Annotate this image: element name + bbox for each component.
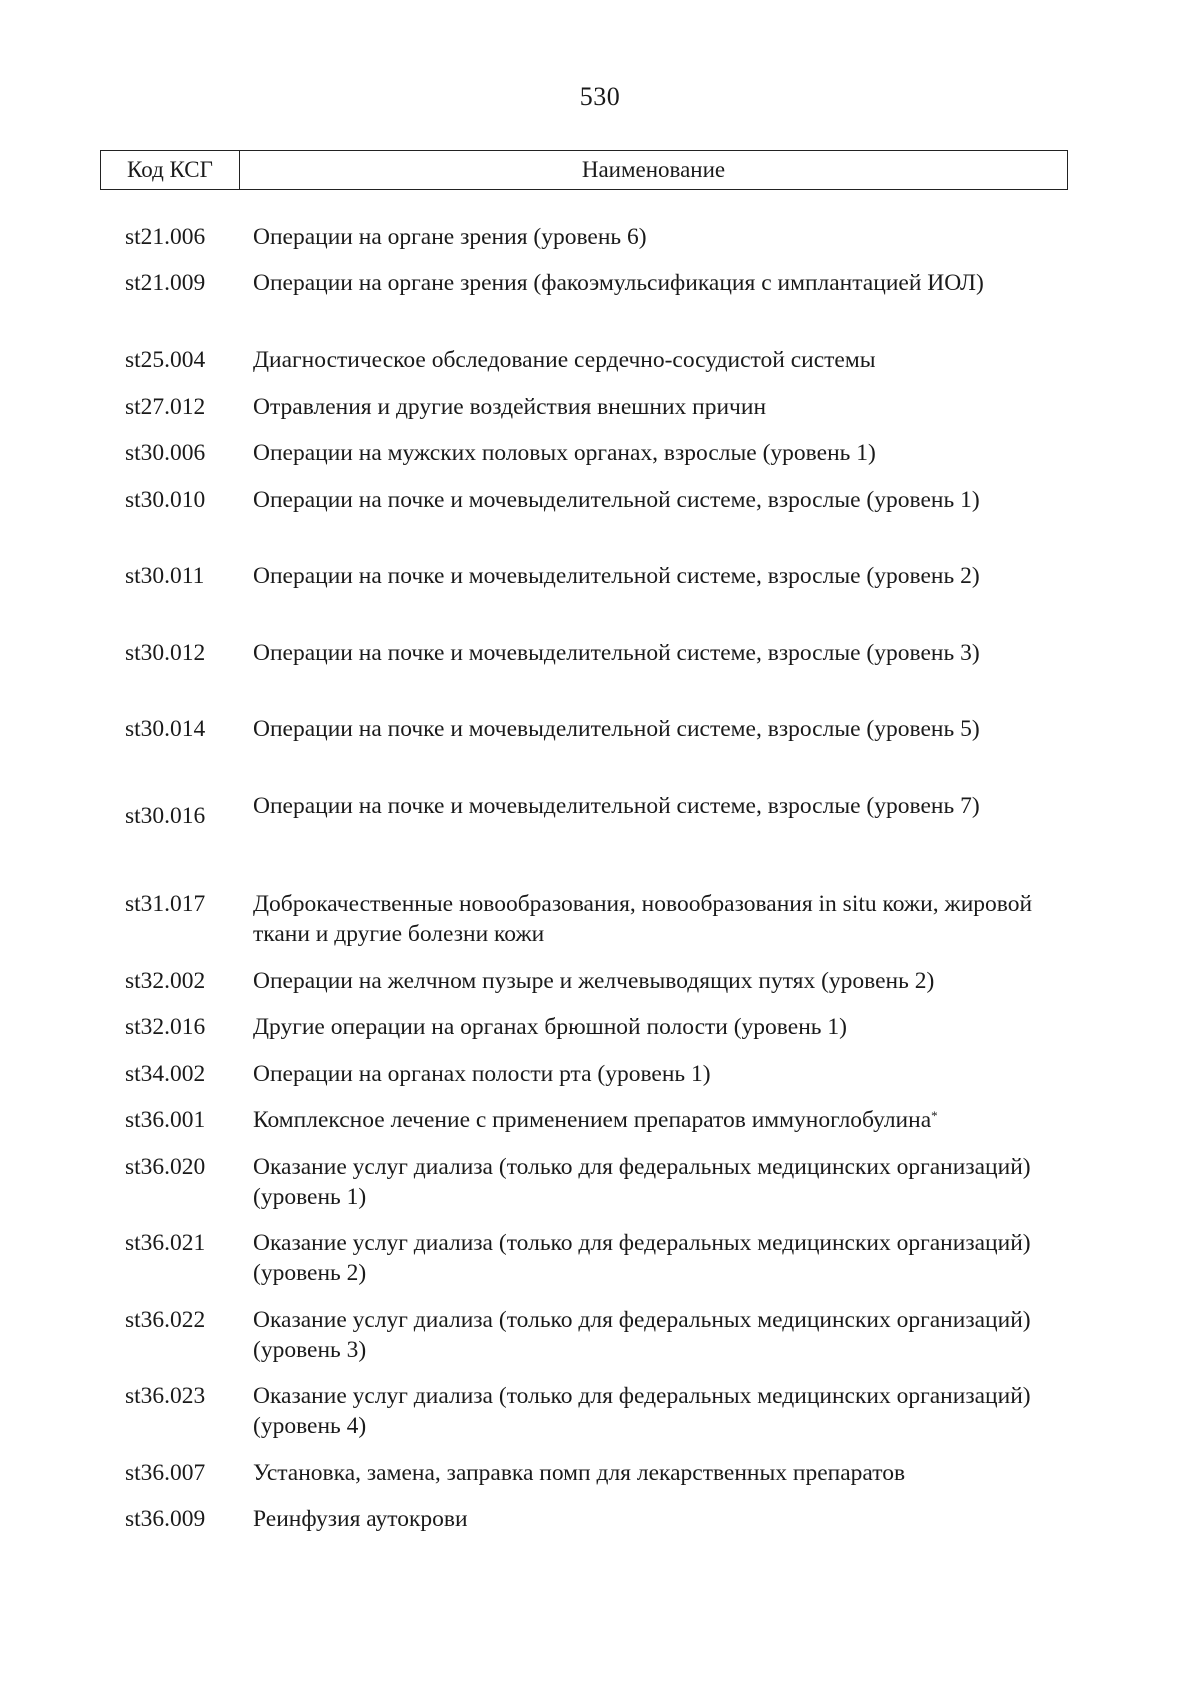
row-code: st30.016 xyxy=(125,803,206,829)
row-name: Операции на органе зрения (факоэмульсификация с имплантацией ИОЛ) xyxy=(253,270,984,296)
row-code: st36.001 xyxy=(125,1107,206,1133)
row-name: Операции на органе зрения (уровень 6) xyxy=(253,224,647,250)
row-code: st30.006 xyxy=(125,440,206,466)
row-code: st36.007 xyxy=(125,1460,206,1486)
row-code: st32.016 xyxy=(125,1014,206,1040)
row-name: Оказание услуг диализа (только для федеральных медицинских организаций) (уровень 3) xyxy=(253,1307,1031,1363)
row-name: Операции на почке и мочевыделительной системе, взрослые (уровень 1) xyxy=(253,487,980,513)
row-name: Отравления и другие воздействия внешних причин xyxy=(253,394,767,420)
row-code: st30.012 xyxy=(125,640,206,666)
row-name: Установка, замена, заправка помп для лекарственных препаратов xyxy=(253,1460,906,1486)
page-number: 530 xyxy=(579,82,621,111)
header-code: Код КСГ xyxy=(101,151,240,189)
footnote-mark: * xyxy=(931,1108,938,1123)
row-code: st30.010 xyxy=(125,487,206,513)
row-code: st36.009 xyxy=(125,1506,206,1532)
row-code: st30.014 xyxy=(125,716,206,742)
row-code: st32.002 xyxy=(125,968,206,994)
row-name: Другие операции на органах брюшной полости (уровень 1) xyxy=(253,1014,847,1040)
row-name: Операции на почке и мочевыделительной системе, взрослые (уровень 3) xyxy=(253,640,980,666)
row-name: Операции на мужских половых органах, взрослые (уровень 1) xyxy=(253,440,876,466)
row-name: Доброкачественные новообразования, новообразования in situ кожи, жировой ткани и другие болезни кожи xyxy=(253,891,1033,947)
row-name: Реинфузия аутокрови xyxy=(253,1506,468,1532)
row-name xyxy=(253,1105,1053,1135)
row-code: st34.002 xyxy=(125,1061,206,1087)
row-code: st27.012 xyxy=(125,394,206,420)
row-name: Операции на желчном пузыре и желчевыводящих путях (уровень 2) xyxy=(253,968,935,994)
row-code: st25.004 xyxy=(125,347,206,373)
row-name: Операции на почке и мочевыделительной системе, взрослые (уровень 5) xyxy=(253,716,980,742)
row-code: st36.022 xyxy=(125,1307,206,1333)
row-code: st21.009 xyxy=(125,270,206,296)
row-name: Операции на органах полости рта (уровень 1) xyxy=(253,1061,711,1087)
row-code: st36.023 xyxy=(125,1383,206,1409)
row-code: st36.021 xyxy=(125,1230,206,1256)
row-code: st36.020 xyxy=(125,1154,206,1180)
row-code: st30.011 xyxy=(125,563,205,589)
row-name: Операции на почке и мочевыделительной системе, взрослые (уровень 7) xyxy=(253,793,980,819)
table-header xyxy=(100,150,1068,190)
row-name: Оказание услуг диализа (только для федеральных медицинских организаций) (уровень 1) xyxy=(253,1154,1031,1210)
row-name-text: Комплексное лечение с применением препаратов иммуноглобулина xyxy=(253,1107,932,1133)
row-name: Диагностическое обследование сердечно-сосудистой системы xyxy=(253,347,876,373)
row-name: Операции на почке и мочевыделительной системе, взрослые (уровень 2) xyxy=(253,563,980,589)
header-name: Наименование xyxy=(581,157,726,182)
row-code: st21.006 xyxy=(125,224,206,250)
row-name: Оказание услуг диализа (только для федеральных медицинских организаций) (уровень 2) xyxy=(253,1230,1031,1286)
row-name: Оказание услуг диализа (только для федеральных медицинских организаций) (уровень 4) xyxy=(253,1383,1031,1439)
row-code: st31.017 xyxy=(125,891,206,917)
